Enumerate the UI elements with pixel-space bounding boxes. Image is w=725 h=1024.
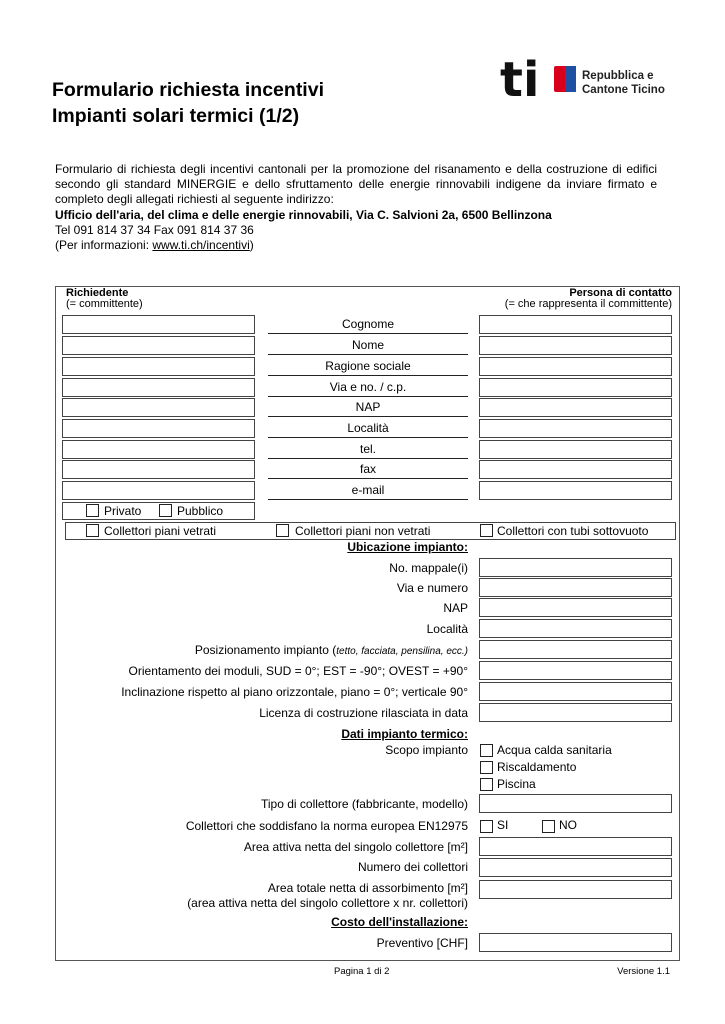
applicant-name-field[interactable] — [62, 336, 255, 355]
private-label: Privato — [104, 504, 142, 518]
estimate-field[interactable] — [479, 933, 672, 952]
label-company: Ragione sociale — [268, 356, 468, 376]
glazed-flat-checkbox[interactable] — [86, 524, 99, 537]
applicant-subtitle: (= committente) — [66, 298, 143, 310]
applicant-title: Richiedente — [66, 287, 129, 299]
applicant-email-field[interactable] — [62, 481, 255, 500]
applicant-company-field[interactable] — [62, 357, 255, 376]
contact-locality-field[interactable] — [479, 419, 672, 438]
label-positioning — [195, 643, 468, 659]
unglazed-flat-checkbox[interactable] — [276, 524, 289, 537]
contact-nap-field[interactable] — [479, 398, 672, 417]
location-nap-field[interactable] — [479, 598, 672, 617]
label-collector-type: Tipo di collettore (fabbricante, modello) — [261, 797, 468, 811]
hot-water-label: Acqua calda sanitaria — [497, 743, 612, 757]
label-surname: Cognome — [268, 314, 468, 334]
office-address: Ufficio dell'aria, del clima e delle energie rinnovabili, Via C. Salvioni 2a, 6500 Bellinzona — [55, 208, 552, 222]
info-suffix: ) — [249, 238, 254, 252]
contact-street-field[interactable] — [479, 378, 672, 397]
logo-line1: Repubblica e — [582, 70, 654, 82]
applicant-locality-field[interactable] — [62, 419, 255, 438]
contact-title: Persona di contatto — [569, 287, 672, 299]
norm-yes-label: SI — [497, 818, 509, 832]
page-title: Formulario richiesta incentivi — [52, 79, 324, 101]
logo-mark: ti — [500, 56, 540, 102]
label-street: Via e no. / c.p. — [268, 377, 468, 397]
label-tel: tel. — [268, 439, 468, 459]
label-name: Nome — [268, 335, 468, 355]
heating-label: Riscaldamento — [497, 760, 577, 774]
label-locality: Località — [268, 418, 468, 438]
label-single-area: Area attiva netta del singolo collettore [m²] — [243, 840, 468, 854]
private-checkbox[interactable] — [86, 504, 99, 517]
heating-checkbox[interactable] — [480, 761, 493, 774]
label-email: e-mail — [268, 480, 468, 500]
mappale-field[interactable] — [479, 558, 672, 577]
norm-no-label: NO — [559, 818, 577, 832]
label-purpose: Scopo impianto — [385, 743, 468, 757]
positioning-hint: tetto, facciata, pensilina, ecc.) — [336, 646, 468, 657]
orientation-field[interactable] — [479, 661, 672, 680]
applicant-street-field[interactable] — [62, 378, 255, 397]
page-subtitle: Impianti solari termici (1/2) — [52, 105, 300, 127]
logo-line2: Cantone Ticino — [582, 84, 665, 96]
positioning-field[interactable] — [479, 640, 672, 659]
contact-email-field[interactable] — [479, 481, 672, 500]
total-area-field[interactable] — [479, 880, 672, 899]
label-fax: fax — [268, 459, 468, 479]
applicant-surname-field[interactable] — [62, 315, 255, 334]
positioning-text: Posizionamento impianto ( — [194, 643, 337, 657]
label-collector-count: Numero dei collettori — [357, 860, 468, 874]
pool-checkbox[interactable] — [480, 778, 493, 791]
contact-subtitle: (= che rappresenta il committente) — [504, 298, 672, 310]
label-mappale: No. mappale(i) — [389, 561, 468, 575]
contact-tel-field[interactable] — [479, 440, 672, 459]
tel-fax: Tel 091 814 37 34 Fax 091 814 37 36 — [55, 223, 254, 237]
vacuum-tube-label: Collettori con tubi sottovuoto — [497, 524, 649, 538]
label-total-area: Area totale netta di assorbimento [m²] — [267, 881, 468, 895]
hot-water-checkbox[interactable] — [480, 744, 493, 757]
pool-label: Piscina — [497, 777, 536, 791]
norm-yes-checkbox[interactable] — [480, 820, 493, 833]
applicant-nap-field[interactable] — [62, 398, 255, 417]
single-area-field[interactable] — [479, 837, 672, 856]
location-section-title: Ubicazione impianto: — [347, 540, 468, 554]
contact-fax-field[interactable] — [479, 460, 672, 479]
label-location-locality: Località — [426, 622, 468, 636]
contact-surname-field[interactable] — [479, 315, 672, 334]
label-en-norm: Collettori che soddisfano la norma europea EN12975 — [185, 819, 468, 833]
label-permit: Licenza di costruzione rilasciata in data — [259, 706, 468, 720]
thermal-section-title: Dati impianto termico: — [341, 727, 468, 741]
info-line — [55, 238, 254, 253]
intro-text: Formulario di richiesta degli incentivi cantonali per la promozione del risanamento e della costruzione di edifici secondo gli standard MINERGIE e dello sfruttamento delle energie rinnovabili indigene da inviare firmato e completo degli allegati richiesti al seguente indirizzo: — [55, 162, 657, 206]
collector-count-field[interactable] — [479, 858, 672, 877]
collector-type-field[interactable] — [479, 794, 672, 813]
location-locality-field[interactable] — [479, 619, 672, 638]
applicant-tel-field[interactable] — [62, 440, 255, 459]
glazed-flat-label: Collettori piani vetrati — [104, 524, 217, 538]
page-number: Pagina 1 di 2 — [334, 966, 390, 977]
version-label: Versione 1.1 — [617, 966, 670, 977]
permit-date-field[interactable] — [479, 703, 672, 722]
label-estimate: Preventivo [CHF] — [376, 936, 468, 950]
label-location-nap: NAP — [443, 601, 468, 615]
norm-no-checkbox[interactable] — [542, 820, 555, 833]
unglazed-flat-label: Collettori piani non vetrati — [295, 524, 431, 538]
contact-company-field[interactable] — [479, 357, 672, 376]
info-prefix: (Per informazioni: — [55, 238, 153, 252]
cost-section-title: Costo dell'installazione: — [331, 915, 468, 929]
label-total-area-note: (area attiva netta del singolo collettore x nr. collettori) — [187, 896, 468, 910]
applicant-fax-field[interactable] — [62, 460, 255, 479]
label-inclination: Inclinazione rispetto al piano orizzontale, piano = 0°; verticale 90° — [121, 685, 468, 699]
vacuum-tube-checkbox[interactable] — [480, 524, 493, 537]
label-location-street: Via e numero — [396, 581, 468, 595]
label-nap: NAP — [268, 397, 468, 417]
contact-name-field[interactable] — [479, 336, 672, 355]
public-checkbox[interactable] — [159, 504, 172, 517]
public-label: Pubblico — [177, 504, 224, 518]
label-orientation: Orientamento dei moduli, SUD = 0°; EST = -90°; OVEST = +90° — [128, 664, 468, 678]
info-link[interactable]: www.ti.ch/incentivi — [152, 238, 250, 252]
inclination-field[interactable] — [479, 682, 672, 701]
location-street-field[interactable] — [479, 578, 672, 597]
